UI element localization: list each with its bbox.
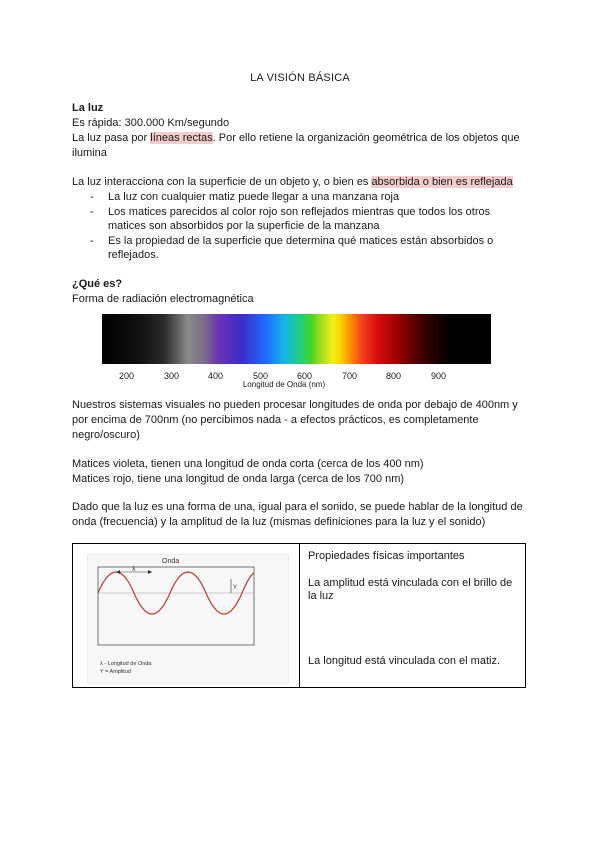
properties-title: Propiedades físicas importantes [308, 550, 465, 562]
highlight-straight-lines: líneas rectas [150, 132, 213, 144]
legend-amplitude: Y = Amplitud [100, 669, 131, 675]
speed-text: Es rápida: 300.000 Km/segundo [72, 117, 230, 129]
paragraph-line: Nuestros sistemas visuales no pueden procesar longitudes de onda por debajo de 400nm y [72, 399, 518, 411]
spectrum-tick: 600 [297, 371, 313, 381]
bullet-item: La luz con cualquier matiz puede llegar a una manzana roja [108, 191, 400, 203]
paragraph-line: Dado que la luz es una forma de una, igual para el sonido, se puede hablar de la longitud de [72, 501, 523, 513]
wave-diagram [87, 554, 289, 684]
spectrum-image [102, 314, 491, 364]
bullet-dash: - [90, 235, 94, 247]
wave-frame [98, 567, 254, 645]
arrow-head-icon [116, 570, 120, 574]
amplitude-text: La amplitud está vinculada con el brillo de la luz [308, 577, 513, 602]
spectrum-tick: 400 [208, 371, 224, 381]
spectrum-tick: 500 [253, 371, 269, 381]
bullet-item-cont: reflejados. [108, 249, 159, 261]
wavelength-text: La longitud está vinculada con el matiz. [308, 655, 501, 667]
arrow-head-icon [148, 570, 152, 574]
interaction-text [72, 175, 513, 190]
text-run: La luz interacciona con la superficie de un objeto y, o bien es [72, 176, 372, 188]
text-run: La luz pasa por [72, 132, 151, 144]
text-run: . Por ello retiene la organización geométrica de los objetos que [212, 132, 520, 144]
spectrum-axis-label: Longitud de Onda (nm) [242, 380, 326, 389]
section-heading-que-es: ¿Qué es? [72, 278, 123, 290]
spectrum-tick: 800 [386, 371, 402, 381]
paragraph-line: negro/oscuro) [72, 429, 140, 441]
page-title: LA VISIÓN BÁSICA [250, 72, 350, 84]
properties-cell [300, 544, 526, 688]
lambda-symbol: λ [132, 566, 136, 573]
paragraph-line: onda (frecuencia) y la amplitud de la luz (mismas definiciones para la luz y el sonido) [72, 516, 486, 528]
wave-title: Onda [162, 558, 180, 565]
straight-lines-text [72, 131, 520, 146]
em-radiation-text: Forma de radiación electromagnética [72, 293, 254, 305]
wave-svg [88, 555, 288, 683]
illuminates-text: ilumina [72, 147, 107, 159]
bullet-item: Es la propiedad de la superficie que determina qué matices están absorbidos o [108, 235, 494, 247]
bullet-dash: - [90, 191, 94, 203]
bullet-item: Los matices parecidos al color rojo son reflejados mientras que todos los otros [108, 206, 491, 218]
spectrum-tick: 200 [119, 371, 135, 381]
bullet-item-cont: matices son absorbidos por la superficie de la manzana [108, 220, 380, 232]
paragraph-line: por encima de 700nm (no percibimos nada - a efectos prácticos, es completamente [72, 414, 479, 426]
spectrum-tick: 700 [342, 371, 358, 381]
legend-lambda: λ - Longitud de Onda [100, 661, 152, 667]
section-heading-luz: La luz [72, 102, 104, 114]
paragraph-line: Matices violeta, tienen una longitud de onda corta (cerca de los 400 nm) [72, 458, 424, 470]
wave-cell [73, 544, 300, 688]
highlight-absorbed-reflected: absorbida o bien es reflejada [371, 176, 513, 188]
bullet-dash: - [90, 206, 94, 218]
paragraph-line: Matices rojo, tiene una longitud de onda larga (cerca de los 700 nm) [72, 473, 405, 485]
properties-table [72, 543, 526, 688]
spectrum-tick: 300 [164, 371, 180, 381]
spectrum-tick: 900 [431, 371, 447, 381]
amplitude-symbol: Y [233, 585, 238, 591]
